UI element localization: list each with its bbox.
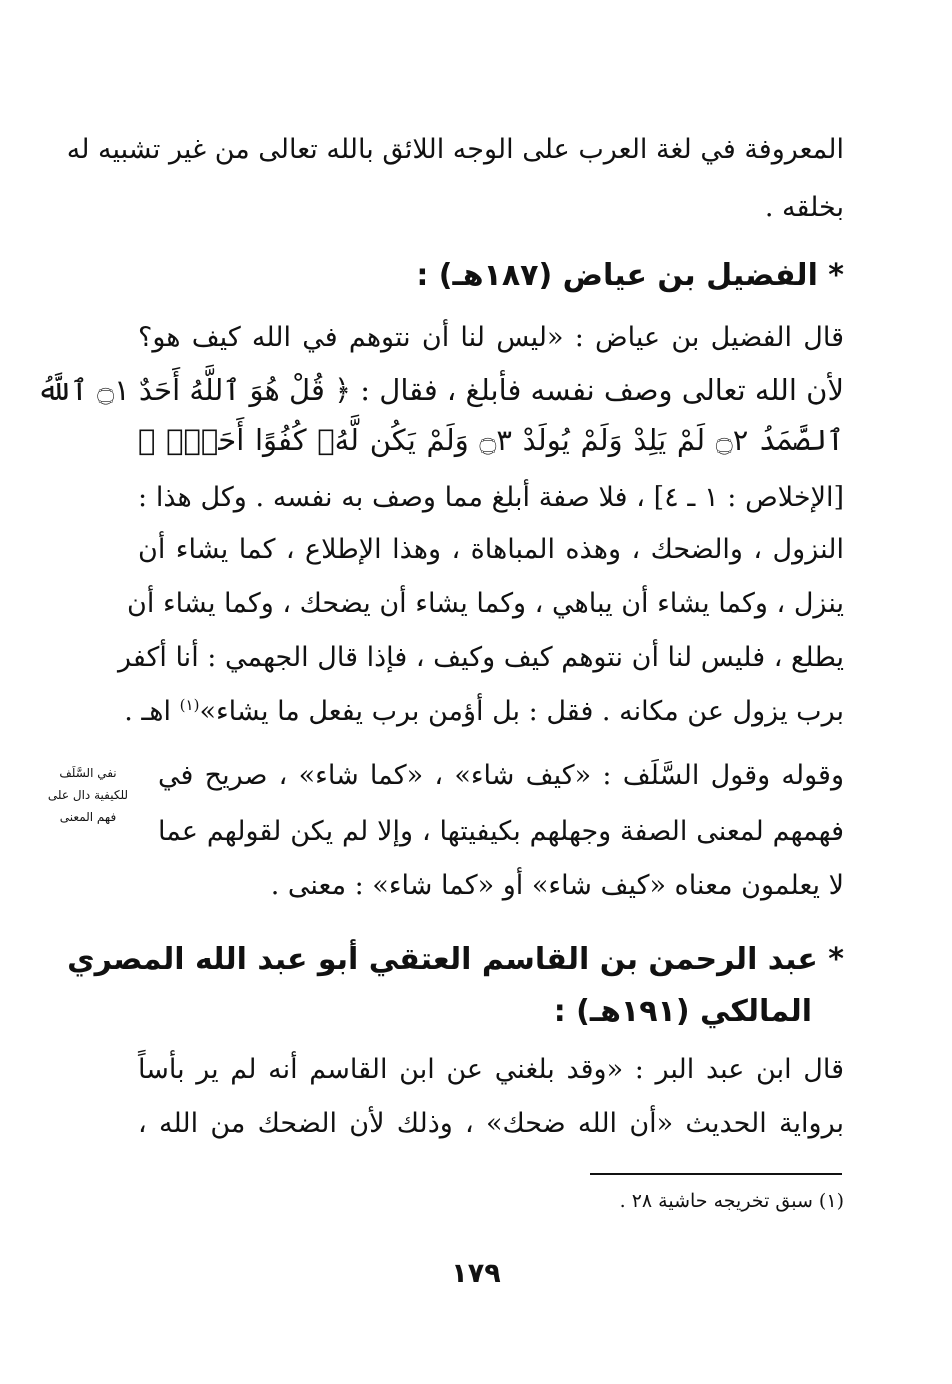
quote-line-5: النزول ، والضحك ، وهذه المباهاة ، وهذا الإطلاع ، كما يشاء أن xyxy=(138,534,844,565)
quote-line-1: قال الفضيل بن عياض : «ليس لنا أن نتوهم في الله كيف هو؟ xyxy=(138,322,844,353)
margin-note-line-1: نفي السَّلَف xyxy=(59,766,117,780)
quote-line-8 xyxy=(124,692,844,732)
comment-line-1: وقوله وقول السَّلَف : «كيف شاء» ، «كما شاء» ، صريح في xyxy=(158,760,844,791)
comment-line-3: لا يعلمون معناه «كيف شاء» أو «كما شاء» : معنى . xyxy=(270,870,844,901)
footnote-ref[interactable]: (١) xyxy=(179,696,200,714)
quote-line-4: [الإخلاص : ١ ـ ٤] ، فلا صفة أبلغ مما وصف به نفسه . وكل هذا : xyxy=(138,482,844,513)
quote-line-2: لأن الله تعالى وصف نفسه فأبلغ ، فقال : ﴿ قُلْ هُوَ ٱللَّهُ أَحَدٌ ۝١ ٱللَّهُ xyxy=(36,373,844,407)
margin-note-line-2: للكيفية دال على xyxy=(47,788,129,802)
footnote-1: (١) سبق تخريجه حاشية ٢٨ . xyxy=(619,1190,844,1212)
ibn-qasim-line-2: برواية الحديث «أن الله ضحك» ، وذلك لأن الضحك من الله ، xyxy=(138,1108,844,1139)
margin-note xyxy=(40,762,136,828)
section-heading-ibn-qasim-2: المالكي (١٩١هـ) : xyxy=(553,994,812,1029)
footnote-separator xyxy=(590,1173,842,1175)
quote-line-8-text: برب يزول عن مكانه . فقل : بل أؤمن برب يفعل ما يشاء» xyxy=(199,696,844,727)
page-number: ١٧٩ xyxy=(451,1258,501,1289)
intro-line-1: المعروفة في لغة العرب على الوجه اللائق بالله تعالى من غير تشبيه له xyxy=(66,134,844,165)
section-heading-ibn-qasim-1: * عبد الرحمن بن القاسم العتقي أبو عبد الله المصري xyxy=(67,942,844,977)
ibn-qasim-line-1: قال ابن عبد البر : «وقد بلغني عن ابن القاسم أنه لم ير بأساً xyxy=(138,1054,844,1085)
margin-note-line-3: فهم المعنى xyxy=(59,810,117,824)
quote-line-6: ينزل ، وكما يشاء أن يباهي ، وكما يشاء أن يضحك ، وكما يشاء أن xyxy=(127,588,844,619)
quran-verse-line: ٱلصَّمَدُ ۝٢ لَمْ يَلِدْ وَلَمْ يُولَدْ ۝٣ وَلَمْ يَكُن لَّهُۥ كُفُوًا أَحَدٌۢ ﴾ xyxy=(138,423,845,457)
quote-line-7: يطلع ، فليس لنا أن نتوهم كيف وكيف ، فإذا قال الجهمي : أنا أكفر xyxy=(117,642,844,673)
comment-line-2: فهمهم لمعنى الصفة وجهلهم بكيفيتها ، وإلا لم يكن لقولهم عما xyxy=(158,816,844,847)
intro-line-2: بخلقه . xyxy=(764,192,844,223)
section-heading-fudayl: * الفضيل بن عياض (١٨٧هـ) : xyxy=(416,258,844,293)
quote-end-marker: اهـ . xyxy=(124,696,172,727)
